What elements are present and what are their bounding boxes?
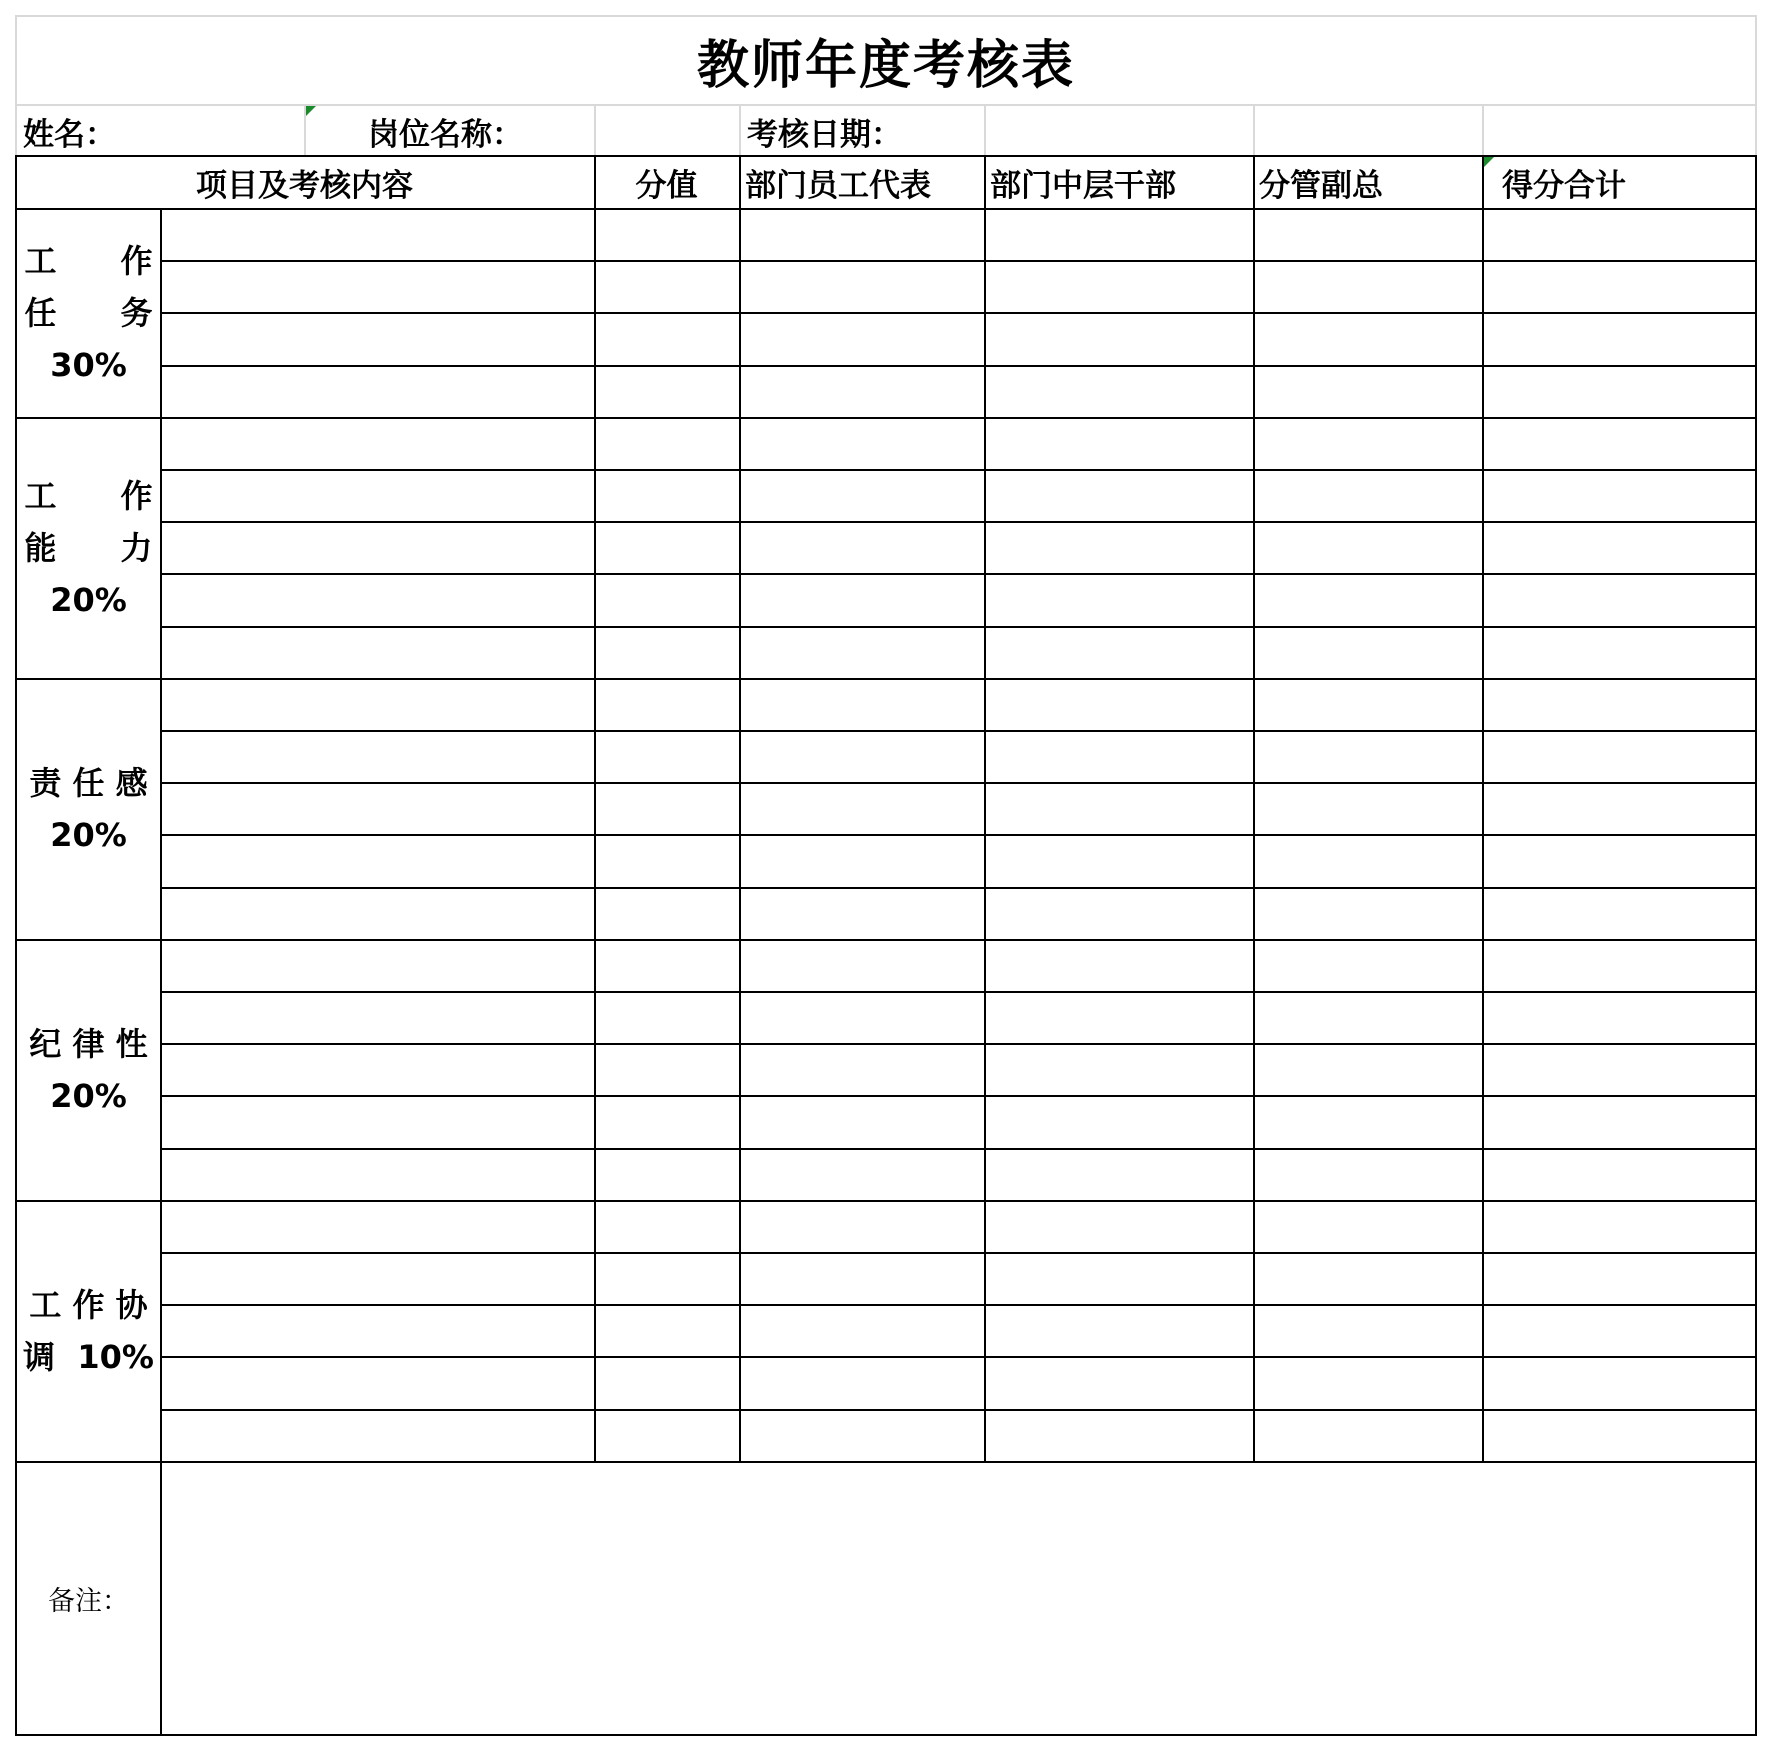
info-sep [594,104,596,156]
row-line [160,1043,1757,1045]
category-bottom-line [15,417,1757,419]
col-line [594,939,596,1202]
col-line [1482,417,1484,680]
table-bottom-line [15,1734,1757,1736]
category-line: 20% [50,1077,127,1116]
col-line [739,678,741,941]
row-line [160,469,1757,471]
row-line [160,782,1757,784]
date-label: 考核日期： [747,116,902,153]
row-line [160,1304,1757,1306]
col-line [1482,678,1484,941]
col-line [160,1200,162,1463]
col-line [1482,208,1484,419]
header-col-line [984,155,986,208]
col-line [1253,678,1255,941]
col-line [15,208,17,419]
info-sep [1482,104,1484,156]
page-title: 教师年度考核表 [696,36,1075,96]
col-line [739,417,741,680]
category-bottom-line [15,939,1757,941]
row-line [160,365,1757,367]
col-line [594,678,596,941]
category-bottom-line [15,678,1757,680]
category-label-1 [17,210,160,417]
col-line [1482,1200,1484,1463]
remark-sep-line [160,1461,162,1736]
col-line [739,1200,741,1463]
row-line [160,1095,1757,1097]
col-line [984,939,986,1202]
col-line [594,1200,596,1463]
col-line [984,678,986,941]
header-middle-mgr: 部门中层干部 [990,168,1176,204]
category-bottom-line [15,1200,1757,1202]
row-line [160,991,1757,993]
header-col-line [15,155,17,208]
col-line [15,939,17,1202]
col-line [15,678,17,941]
info-sep [1253,104,1255,156]
col-line [1253,939,1255,1202]
col-line [15,417,17,680]
col-line [15,1200,17,1463]
col-line [739,939,741,1202]
header-vice-gm: 分管副总 [1259,168,1383,204]
category-line: 责 任 感 [29,764,148,803]
comment-marker [306,106,316,116]
col-line [1482,939,1484,1202]
col-line [1755,417,1757,680]
category-line: 20% [50,581,127,620]
category-label-4 [17,941,160,1200]
category-line: 调 10% [23,1338,154,1377]
col-line [984,1200,986,1463]
col-line [160,208,162,419]
category-line: 工 作 [24,477,153,516]
col-line [1253,417,1255,680]
header-bottom-line [15,208,1757,210]
position-label: 岗位名称： [368,116,523,153]
row-line [160,626,1757,628]
category-label-3 [17,680,160,939]
col-line [1755,1200,1757,1463]
header-col-line [1482,155,1484,208]
category-line: 工 作 协 [29,1286,148,1325]
category-line: 20% [50,816,127,855]
col-line [160,939,162,1202]
col-line [1253,1200,1255,1463]
header-content: 项目及考核内容 [196,168,413,204]
category-label-5 [17,1202,160,1461]
category-line: 30% [50,346,127,385]
category-line: 能 力 [24,529,153,568]
row-line [160,1356,1757,1358]
header-col-line [739,155,741,208]
col-line [1755,939,1757,1202]
col-line [984,417,986,680]
col-line [594,417,596,680]
col-line [984,208,986,419]
row-line [160,521,1757,523]
header-score: 分值 [635,168,698,204]
col-line [739,208,741,419]
info-sep [984,104,986,156]
row-line [160,730,1757,732]
col-line [1755,678,1757,941]
row-line [160,887,1757,889]
col-line [1253,208,1255,419]
row-line [160,834,1757,836]
header-staff-rep: 部门员工代表 [745,168,931,204]
col-line [160,417,162,680]
row-line [160,1252,1757,1254]
comment-marker [1484,157,1494,167]
row-line [160,260,1757,262]
row-line [160,1148,1757,1150]
category-line: 工 作 [24,242,153,281]
remark-label: 备注： [48,1586,129,1617]
remark-right-line [1755,1461,1757,1736]
col-line [594,208,596,419]
row-line [160,573,1757,575]
row-line [160,1409,1757,1411]
category-label-2 [17,419,160,678]
col-line [160,678,162,941]
row-line [160,312,1757,314]
name-label: 姓名： [23,116,116,153]
header-col-line [1253,155,1255,208]
category-line: 纪 律 性 [29,1025,148,1064]
header-col-line [594,155,596,208]
col-line [1755,208,1757,419]
header-total: 得分合计 [1502,168,1626,204]
header-col-line [1755,155,1757,208]
category-line: 任 务 [24,294,153,333]
category-bottom-line [15,1461,1757,1463]
